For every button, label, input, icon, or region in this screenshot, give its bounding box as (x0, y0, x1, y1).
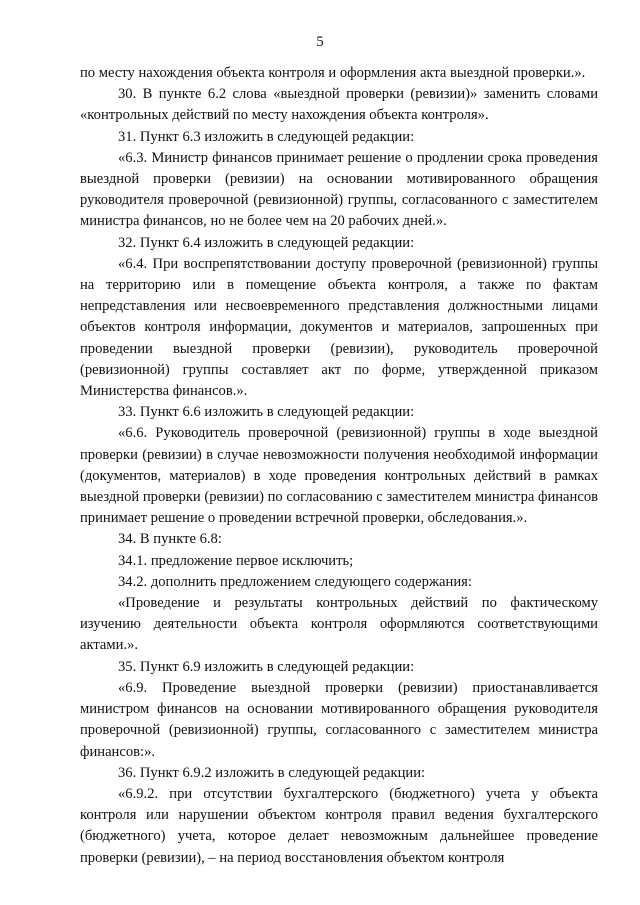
paragraph-item-34-1: 34.1. предложение первое исключить; (118, 552, 354, 569)
paragraph-item-34-2: 34.2. дополнить предложением следующего содержания: (118, 573, 472, 590)
paragraph-quote-added-sentence: «Проведение и результаты контрольных действий по фактическому изучению деятельности объекта контроля оформляются соответствующими актами.». (80, 595, 598, 654)
paragraph-item-34: 34. В пункте 6.8: (118, 531, 222, 548)
paragraph-quote-6-3: «6.3. Министр финансов принимает решение о продлении срока проведения выездной проверки (ревизии) на основании мотивированного обращения руководителя проверочной (ревизионной) группы, согласованного с заместителем министра финансов, но не более чем на 20 рабочих дней.». (80, 149, 598, 230)
paragraph-item-35: 35. Пункт 6.9 изложить в следующей редакции: (118, 658, 415, 675)
paragraph-item-33: 33. Пункт 6.6 изложить в следующей редакции: (118, 404, 415, 421)
paragraph-item-36: 36. Пункт 6.9.2 изложить в следующей редакции: (118, 764, 426, 781)
paragraph-quote-6-9-2: «6.9.2. при отсутствии бухгалтерского (бюджетного) учета у объекта контроля или нарушении объектом контроля правил ведения бухгалтерского (бюджетного) учета, которое делает невозможным дальнейшее проведение проверки (ревизии), – на период восстановления объектом контроля (80, 785, 598, 866)
paragraph-item-30: 30. В пункте 6.2 слова «выездной проверки (ревизии)» заменить словами «контрольных действий по месту нахождения объекта контроля». (80, 86, 598, 124)
paragraph-continuation: по месту нахождения объекта контроля и оформления акта выездной проверки.». (80, 65, 586, 81)
paragraph-item-32: 32. Пункт 6.4 изложить в следующей редакции: (118, 234, 415, 251)
page-number: 5 (316, 34, 324, 50)
paragraph-quote-6-4: «6.4. При воспрепятствовании доступу проверочной (ревизионной) группы на территорию или в помещение объекта контроля, а также по фактам непредставления или несвоевременного представления должностными лицами объектов контроля информации, документов и материалов, запрошенных при проведении выездной проверки (ревизии), руководитель проверочной (ревизионной) группы составляет акт по форме, утвержденной приказом Министерства финансов.». (80, 255, 598, 400)
paragraph-quote-6-6: «6.6. Руководитель проверочной (ревизионной) группы в ходе выездной проверки (ревизии) в случае невозможности получения необходимой информации (документов, материалов) в ходе проведения контрольных действий в рамках выездной проверки (ревизии) по согласованию с заместителем министра финансов принимает решение о проведении встречной проверки, обследования.». (80, 425, 599, 527)
paragraph-quote-6-9: «6.9. Проведение выездной проверки (ревизии) приостанавливается министром финансов на основании мотивированного обращения руководителя проверочной (ревизионной) группы, согласованного с заместителем министра финансов:». (80, 679, 598, 760)
paragraph-item-31: 31. Пункт 6.3 изложить в следующей редакции: (118, 128, 415, 145)
document-body (80, 63, 598, 869)
